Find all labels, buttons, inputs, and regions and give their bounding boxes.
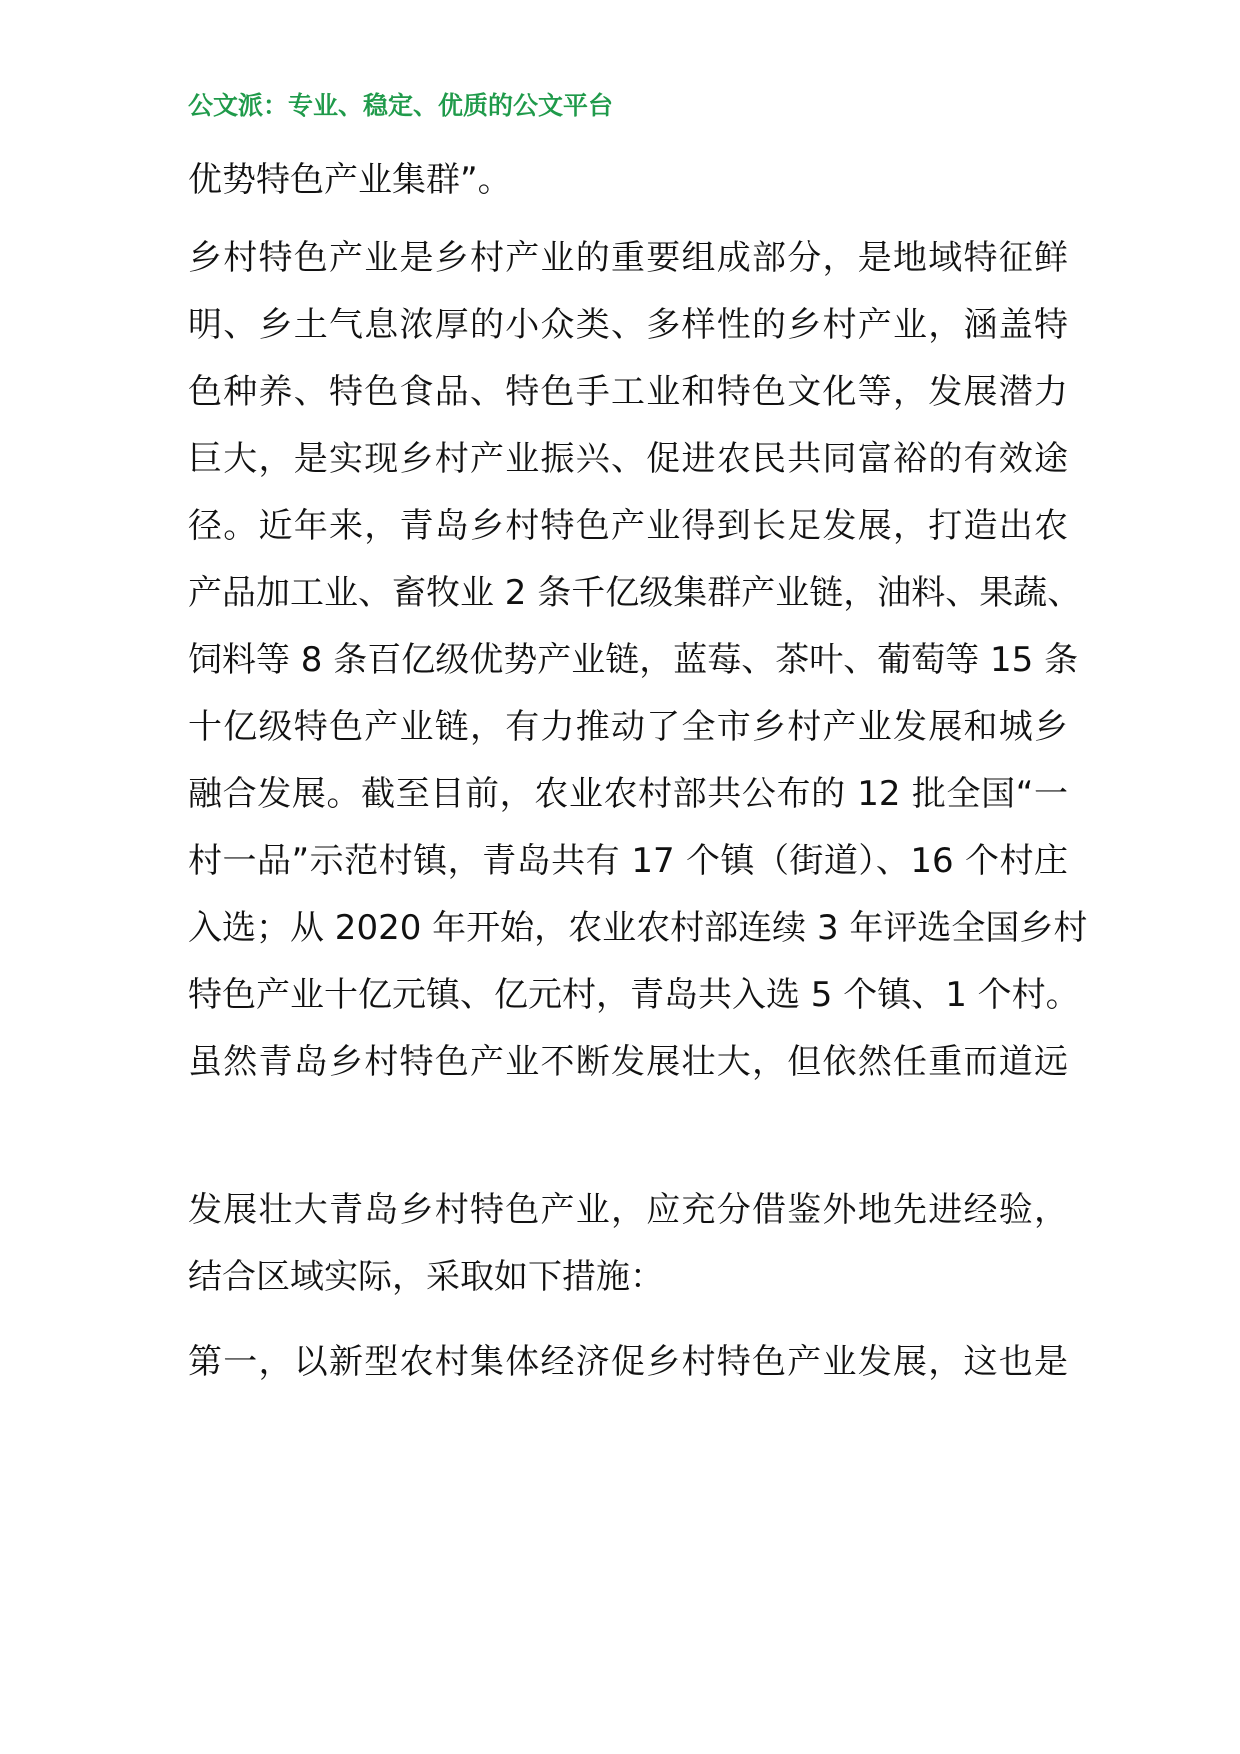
paragraph-line: 融合发展。截至目前，农业农村部共公布的 12 批全国“一 (188, 774, 1068, 814)
paragraph-line: 第一，以新型农村集体经济促乡村特色产业发展，这也是 (188, 1342, 1068, 1382)
page-header: 公文派：专业、稳定、优质的公文平台 (188, 91, 614, 120)
paragraph-line: 发展壮大青岛乡村特色产业，应充分借鉴外地先进经验， (188, 1190, 1068, 1230)
paragraph-line: 产品加工业、畜牧业 2 条千亿级集群产业链，油料、果蔬、 (188, 573, 1082, 613)
paragraph-line: 结合区域实际，采取如下措施： (188, 1257, 664, 1297)
paragraph-line: 径。近年来，青岛乡村特色产业得到长足发展，打造出农 (188, 506, 1068, 546)
paragraph-line: 乡村特色产业是乡村产业的重要组成部分，是地域特征鲜 (188, 238, 1068, 278)
paragraph-line: 优势特色产业集群”。 (188, 160, 512, 200)
paragraph-line: 色种养、特色食品、特色手工业和特色文化等，发展潜力 (188, 372, 1068, 412)
paragraph-line: 明、乡土气息浓厚的小众类、多样性的乡村产业，涵盖特 (188, 305, 1068, 345)
paragraph-line: 巨大，是实现乡村产业振兴、促进农民共同富裕的有效途 (188, 439, 1068, 479)
paragraph-line: 村一品”示范村镇，青岛共有 17 个镇（街道）、16 个村庄 (188, 841, 1068, 881)
paragraph-line: 十亿级特色产业链，有力推动了全市乡村产业发展和城乡 (188, 707, 1068, 747)
paragraph-line: 特色产业十亿元镇、亿元村，青岛共入选 5 个镇、1 个村。 (188, 975, 1080, 1015)
paragraph-line: 入选；从 2020 年开始，农业农村部连续 3 年评选全国乡村 (188, 908, 1088, 948)
paragraph-line: 饲料等 8 条百亿级优势产业链，蓝莓、茶叶、葡萄等 15 条 (188, 640, 1079, 680)
paragraph-line: 虽然青岛乡村特色产业不断发展壮大，但依然任重而道远 (188, 1042, 1068, 1082)
